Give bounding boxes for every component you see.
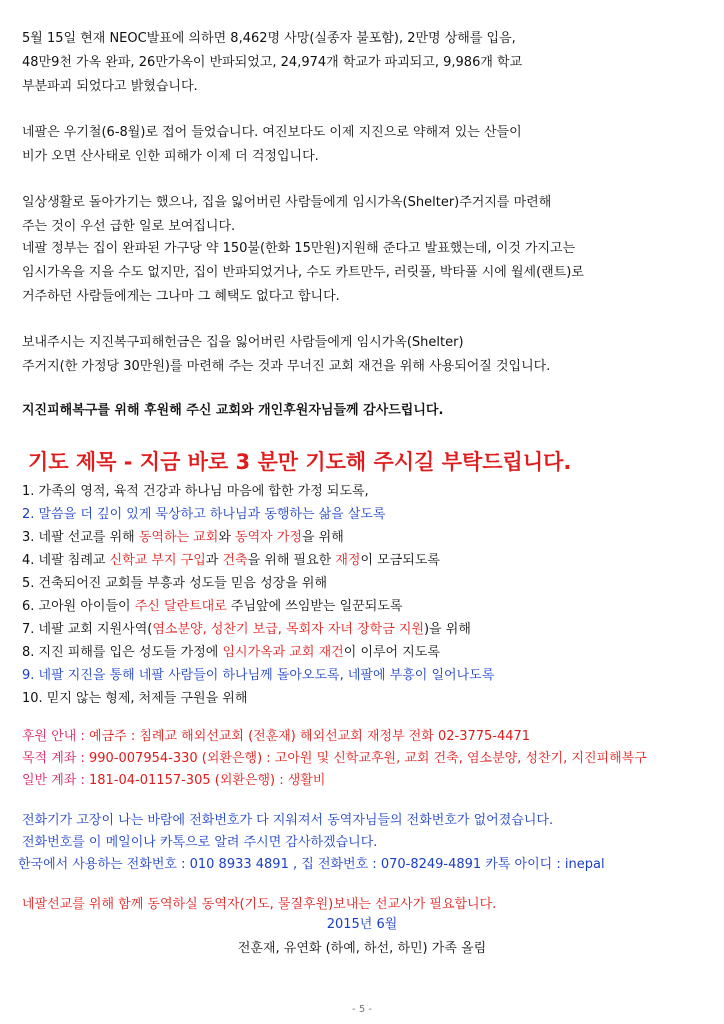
support-holder: 예금주 : 침례교 해외선교회 (전훈재) 해외선교회 재정부 전화 02-3775-4471 — [89, 729, 531, 744]
closing-request: 네팔선교를 위해 함께 동역하실 동역자(기도, 물질후원)보내는 선교사가 필요합니다. — [22, 897, 497, 912]
purpose-account-value: 990-007954-330 (외환은행) : 고아원 및 신학교후원, 교회 건축, 염소분양, 성찬기, 지진피해복구 — [89, 751, 647, 766]
contact-line-2: 전화번호를 이 메일이나 카톡으로 알려 주시면 감사하겠습니다. — [22, 835, 378, 850]
p1-line-2: 48만9천 가옥 완파, 26만가옥이 반파되었고, 24,974개 학교가 파괴되고, 9,986개 학교 — [22, 55, 523, 70]
prayer-item-4-text-c: 과 — [205, 553, 223, 568]
prayer-item-3-text-c: 와 — [218, 530, 236, 545]
prayer-item-4-text-a: 4. 네팔 침례교 — [22, 553, 110, 568]
p2-line-2: 비가 오면 산사태로 인한 피해가 이제 더 걱정입니다. — [22, 149, 319, 164]
prayer-item-8-text-a: 8. 지진 피해를 입은 성도들 가정에 — [22, 645, 223, 660]
prayer-item-6 — [22, 598, 402, 616]
contact-line-1: 전화기가 고장이 나는 바람에 전화번호가 다 지워져서 동역자님들의 전화번호가 없어졌습니다. — [22, 813, 554, 828]
prayer-item-6-highlight: 주신 달란트대로 — [134, 599, 227, 614]
support-label: 후원 안내 : — [22, 729, 90, 744]
p3-line-5: 거주하던 사람들에게는 그나마 그 혜택도 없다고 합니다. — [22, 289, 340, 304]
prayer-item-7-text-c: )을 위해 — [424, 622, 471, 637]
p4-line-1: 보내주시는 지진복구피해헌금은 집을 잃어버린 사람들에게 임시가옥(Shelter) — [22, 335, 464, 350]
prayer-item-2: 2. 말씀을 더 깊이 있게 묵상하고 하나님과 동행하는 삶을 살도록 — [22, 507, 386, 522]
prayer-item-3-text-a: 3. 네팔 선교를 위해 — [22, 530, 139, 545]
prayer-item-4-highlight-land: 신학교 부지 구입 — [109, 553, 206, 568]
p2-line-1: 네팔은 우기철(6-8월)로 접어 들었습니다. 여진보다도 이제 지진으로 약해져 있는 산들이 — [22, 125, 522, 140]
p4-line-2: 주거지(한 가정당 30만원)를 마련해 주는 것과 무너진 교회 재건을 위해 사용되어질 것입니다. — [22, 359, 551, 374]
prayer-item-7-highlight: 염소분양, 성찬기 보급, 목회자 자녀 장학금 지원 — [152, 622, 425, 637]
prayer-item-4 — [22, 552, 440, 570]
p3-line-1: 일상생활로 돌아가기는 했으나, 집을 잃어버린 사람들에게 임시가옥(Shelter)주거지를 마련해 — [22, 195, 552, 210]
prayer-item-3-highlight-family: 동역자 가정 — [235, 530, 302, 545]
prayer-item-7 — [22, 621, 471, 639]
purpose-account-label: 목적 계좌 : — [22, 751, 90, 766]
general-account-value: 181-04-01157-305 (외환은행) : 생활비 — [89, 773, 326, 788]
closing-signature: 전훈재, 유연화 (하예, 하선, 하민) 가족 올림 — [237, 941, 487, 956]
prayer-item-3-text-e: 을 위해 — [301, 530, 344, 545]
prayer-item-4-text-e: 을 위해 필요한 — [247, 553, 336, 568]
prayer-item-4-highlight-build: 건축 — [222, 553, 248, 568]
prayer-item-3-highlight-church: 동역하는 교회 — [138, 530, 219, 545]
p3-line-4: 임시가옥을 지을 수도 없지만, 집이 반파되었거나, 수도 카트만두, 러릿풀, 박타풀 시에 월세(랜트)로 — [22, 265, 584, 280]
prayer-item-7-text-a: 7. 네팔 교회 지원사역( — [22, 622, 153, 637]
prayer-item-4-highlight-finance: 재정 — [335, 553, 361, 568]
prayer-item-5: 5. 건축되어진 교회들 부흥과 성도들 믿음 성장을 위해 — [22, 576, 328, 591]
prayer-item-6-text-a: 6. 고아원 아이들이 — [22, 599, 135, 614]
page-number: - 5 - — [352, 1004, 372, 1015]
prayer-item-4-text-g: 이 모금되도록 — [360, 553, 440, 568]
prayer-item-9: 9. 네팔 지진을 통해 네팔 사람들이 하나님께 돌아오도록, 네팔에 부흥이 일어나도록 — [22, 668, 495, 683]
support-line-3 — [22, 772, 325, 790]
p3-line-3: 네팔 정부는 집이 완파된 가구당 약 150불(한화 15만원)지원해 준다고 발표했는데, 이것 가지고는 — [22, 241, 576, 256]
prayer-item-3 — [22, 529, 344, 547]
prayer-item-1: 1. 가족의 영적, 육적 건강과 하나님 마음에 합한 가정 되도록, — [22, 484, 369, 499]
prayer-item-8-highlight: 임시가옥과 교회 재건 — [222, 645, 344, 660]
p1-line-3: 부분파괴 되었다고 밝혔습니다. — [22, 79, 198, 94]
closing-date: 2015년 6월 — [326, 917, 398, 932]
prayer-title: 기도 제목 - 지금 바로 3 분만 기도해 주시길 부탁드립니다. — [28, 450, 572, 474]
p1-line-1: 5월 15일 현재 NEOC발표에 의하면 8,462명 사망(실종자 불포함), 2만명 상해를 입음, — [22, 31, 516, 46]
thanks-line: 지진피해복구를 위해 후원해 주신 교회와 개인후원자님들께 감사드립니다. — [22, 403, 444, 418]
support-line-1 — [22, 728, 530, 746]
prayer-item-10: 10. 믿지 않는 형제, 처제들 구원을 위해 — [22, 691, 248, 706]
general-account-label: 일반 계좌 : — [22, 773, 90, 788]
p3-line-2: 주는 것이 우선 급한 일로 보여집니다. — [22, 219, 236, 234]
support-line-2 — [22, 750, 647, 768]
prayer-item-8 — [22, 644, 440, 662]
prayer-item-8-text-c: 이 이루어 지도록 — [343, 645, 440, 660]
prayer-item-6-text-c: 주님앞에 쓰임받는 일꾼되도록 — [226, 599, 403, 614]
contact-line-3: 한국에서 사용하는 전화번호 : 010 8933 4891 , 집 전화번호 : 070-8249-4891 카톡 아이디 : inepal — [18, 857, 605, 872]
